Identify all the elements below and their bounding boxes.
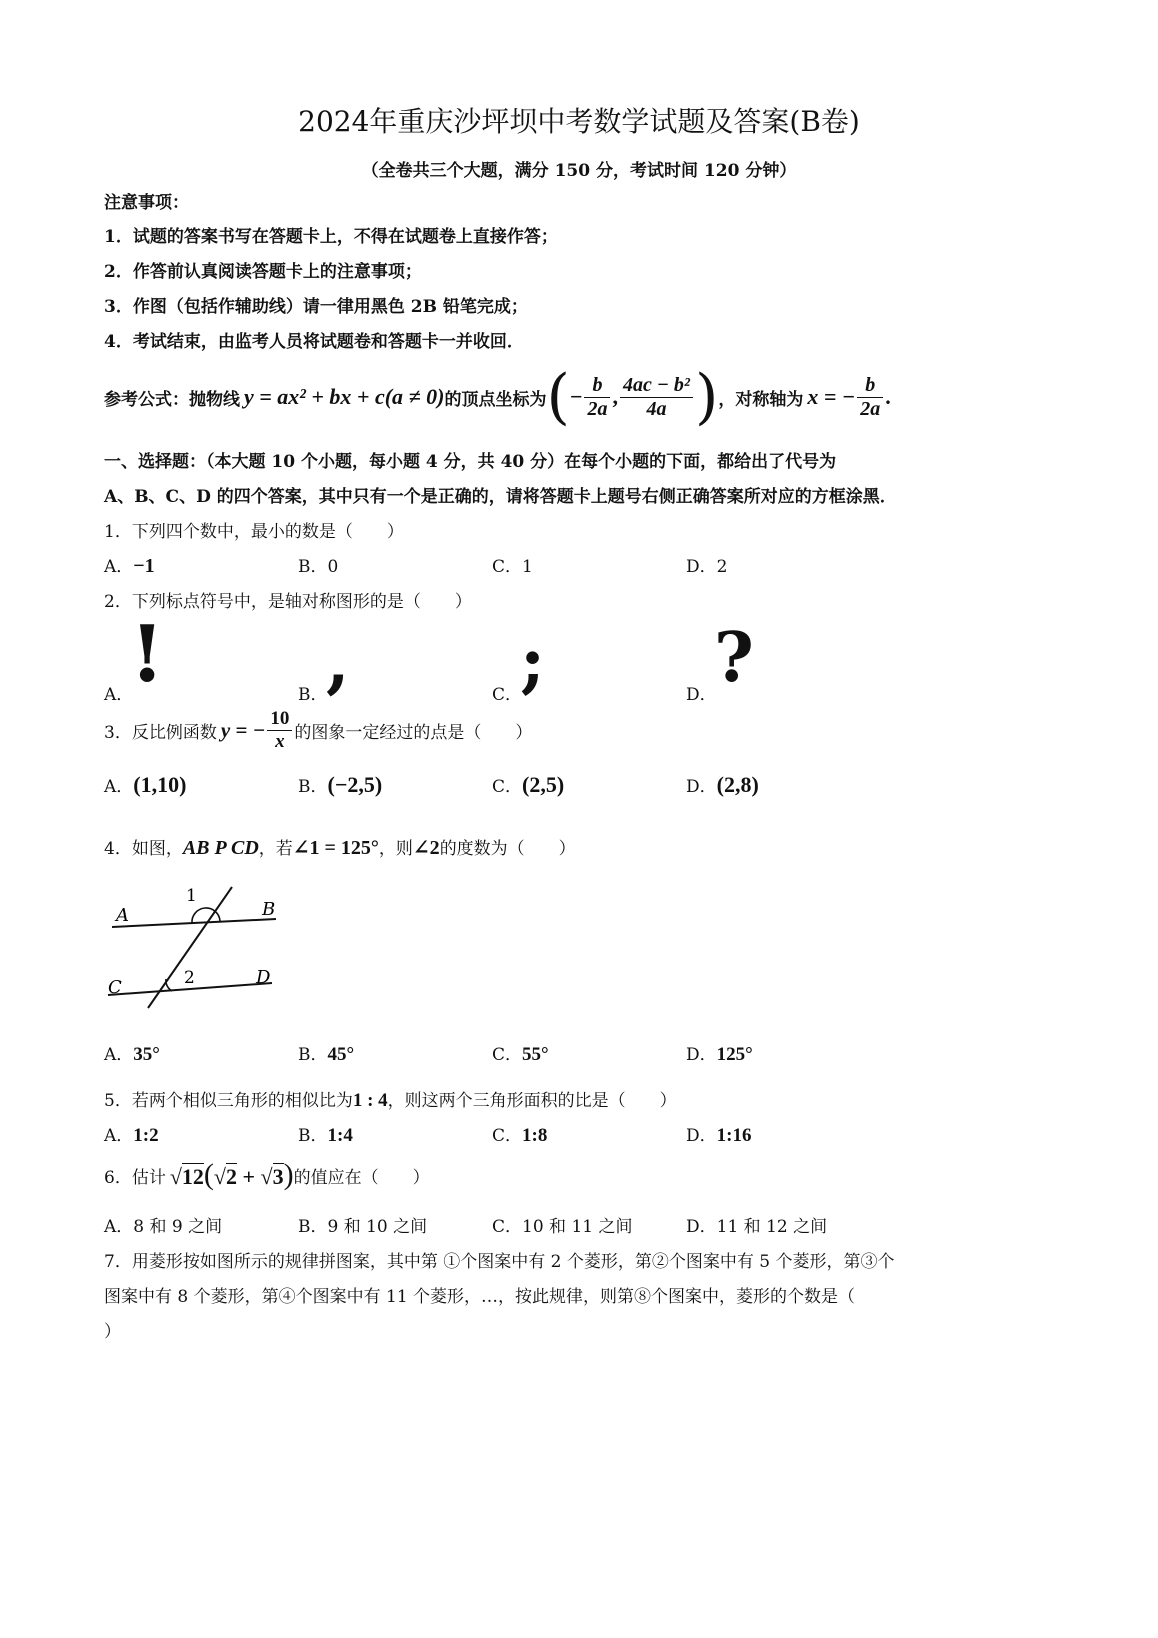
question-stem: 7．用菱形按如图所示的规律拼图案，其中第 ①个图案中有 2 个菱形，第②个图案中有 5 个菱形，第③个	[104, 1252, 895, 1272]
option-c: C．10 和 11 之间	[492, 1217, 633, 1237]
left-paren: (	[546, 362, 570, 432]
option-d: D．2	[686, 557, 728, 577]
fraction: $\frac{10}{x}$	[267, 708, 292, 753]
option-b: B．(−2,5)	[298, 772, 383, 797]
option-c: C．	[492, 685, 523, 705]
label-d: D	[256, 967, 271, 988]
option-c: C．1	[492, 557, 533, 577]
parabola-equation: y = ax² + bx + c	[244, 384, 385, 409]
section-heading: A、B、C、D 的四个答案，其中只有一个是正确的，请将答题卡上题号右侧正确答案所对应的方框涂黑．	[104, 487, 897, 507]
label-angle-1: 1	[186, 886, 197, 906]
option-b: B．9 和 10 之间	[298, 1217, 428, 1237]
page-title: 2024年重庆沙坪坝中考数学试题及答案(B卷)	[298, 105, 860, 138]
option-a: A．−1	[104, 555, 155, 577]
label-angle-2: 2	[184, 968, 195, 988]
option-d: D．(2,8)	[686, 772, 759, 797]
question-stem: 5．若两个相似三角形的相似比为1 : 4，则这两个三角形面积的比是（ ）	[104, 1090, 677, 1111]
parabola-condition: (a ≠ 0)	[384, 384, 445, 409]
axis-lhs: x = −	[807, 384, 856, 409]
option-a: A．35°	[104, 1044, 160, 1065]
radical-expression: √12(√2 + √3)	[169, 1158, 294, 1191]
axis-label: ，对称轴为	[718, 389, 804, 410]
option-a: A．(1,10)	[104, 772, 187, 797]
option-a: A．1:2	[104, 1125, 159, 1146]
question-stem: 1．下列四个数中，最小的数是（ ）	[104, 522, 404, 542]
option-b: B．45°	[298, 1044, 355, 1065]
option-a: A．	[104, 685, 134, 705]
notice-item: 4．考试结束，由监考人员将试题卷和答题卡一并收回．	[104, 332, 524, 352]
semicolon-icon: ;	[520, 622, 546, 702]
vertex-x-fraction: $\frac{b}{2a}$	[584, 374, 610, 421]
formula-label: 参考公式：抛物线	[104, 389, 240, 410]
option-b: B．	[298, 685, 328, 705]
option-d: D．1:16	[686, 1125, 752, 1146]
label-b: B	[262, 899, 276, 920]
option-c: C．55°	[492, 1044, 549, 1065]
label-c: C	[108, 977, 122, 998]
option-d: D．11 和 12 之间	[686, 1217, 828, 1237]
question-stem: 图案中有 8 个菱形，第④个图案中有 11 个菱形，…，按此规律，则第⑧个图案中，菱形的个数是（	[104, 1287, 856, 1307]
option-c: C．1:8	[492, 1125, 548, 1146]
option-b: B．1:4	[298, 1125, 353, 1146]
right-paren: )	[694, 362, 719, 432]
question-stem: 3．反比例函数 y = − $\frac{10}{x}$ 的图象一定经过的点是（ ）	[104, 707, 533, 752]
vertex-y-fraction: $\frac{\text{4ac − b²}}{4a}$	[620, 374, 693, 421]
notice-item: 2．作答前认真阅读答题卡上的注意事项；	[104, 262, 422, 282]
option-b: B．0	[298, 557, 339, 577]
label-a: A	[116, 905, 129, 926]
comma-icon: ,	[326, 622, 350, 702]
question-mark-icon: ?	[714, 618, 754, 698]
notice-item: 1．试题的答案书写在答题卡上，不得在试题卷上直接作答；	[104, 227, 558, 247]
question-stem: ）	[104, 1322, 121, 1342]
notice-item: 3．作图（包括作辅助线）请一律用黑色 2B 铅笔完成；	[104, 297, 528, 317]
question-stem: 2．下列标点符号中，是轴对称图形的是（ ）	[104, 592, 472, 612]
notice-heading: 注意事项：	[104, 193, 189, 213]
question-stem: 6．估计 √12(√2 + √3) 的值应在（ ）	[104, 1158, 430, 1191]
exam-info: （全卷共三个大题，满分 150 分，考试时间 120 分钟）	[361, 161, 797, 181]
question-stem: 4．如图，AB P CD，若∠1 = 125°，则∠2的度数为（ ）	[104, 837, 576, 859]
vertex-label: 的顶点坐标为	[444, 389, 547, 410]
option-a: A．8 和 9 之间	[104, 1217, 223, 1237]
section-heading: 一、选择题：（本大题 10 个小题，每小题 4 分，共 40 分）在每个小题的下面，都给出了代号为	[104, 452, 837, 472]
option-d: D．125°	[686, 1044, 753, 1065]
option-c: C．(2,5)	[492, 772, 565, 797]
option-d: D．	[686, 685, 717, 705]
exclamation-icon: !	[130, 609, 165, 700]
line-ab	[112, 919, 276, 927]
parallel-lines-figure	[100, 875, 290, 1015]
reference-formula: 参考公式：抛物线 y = ax² + bx + c (a ≠ 0) 的顶点坐标为 ( − $\frac{b}{2a}$ , $\frac{\text{4ac − b²}}{4a}$ ) ，对称轴为 x = − $\frac{b}{2a}$ .	[104, 362, 891, 432]
axis-fraction: $\frac{b}{2a}$	[857, 374, 883, 421]
